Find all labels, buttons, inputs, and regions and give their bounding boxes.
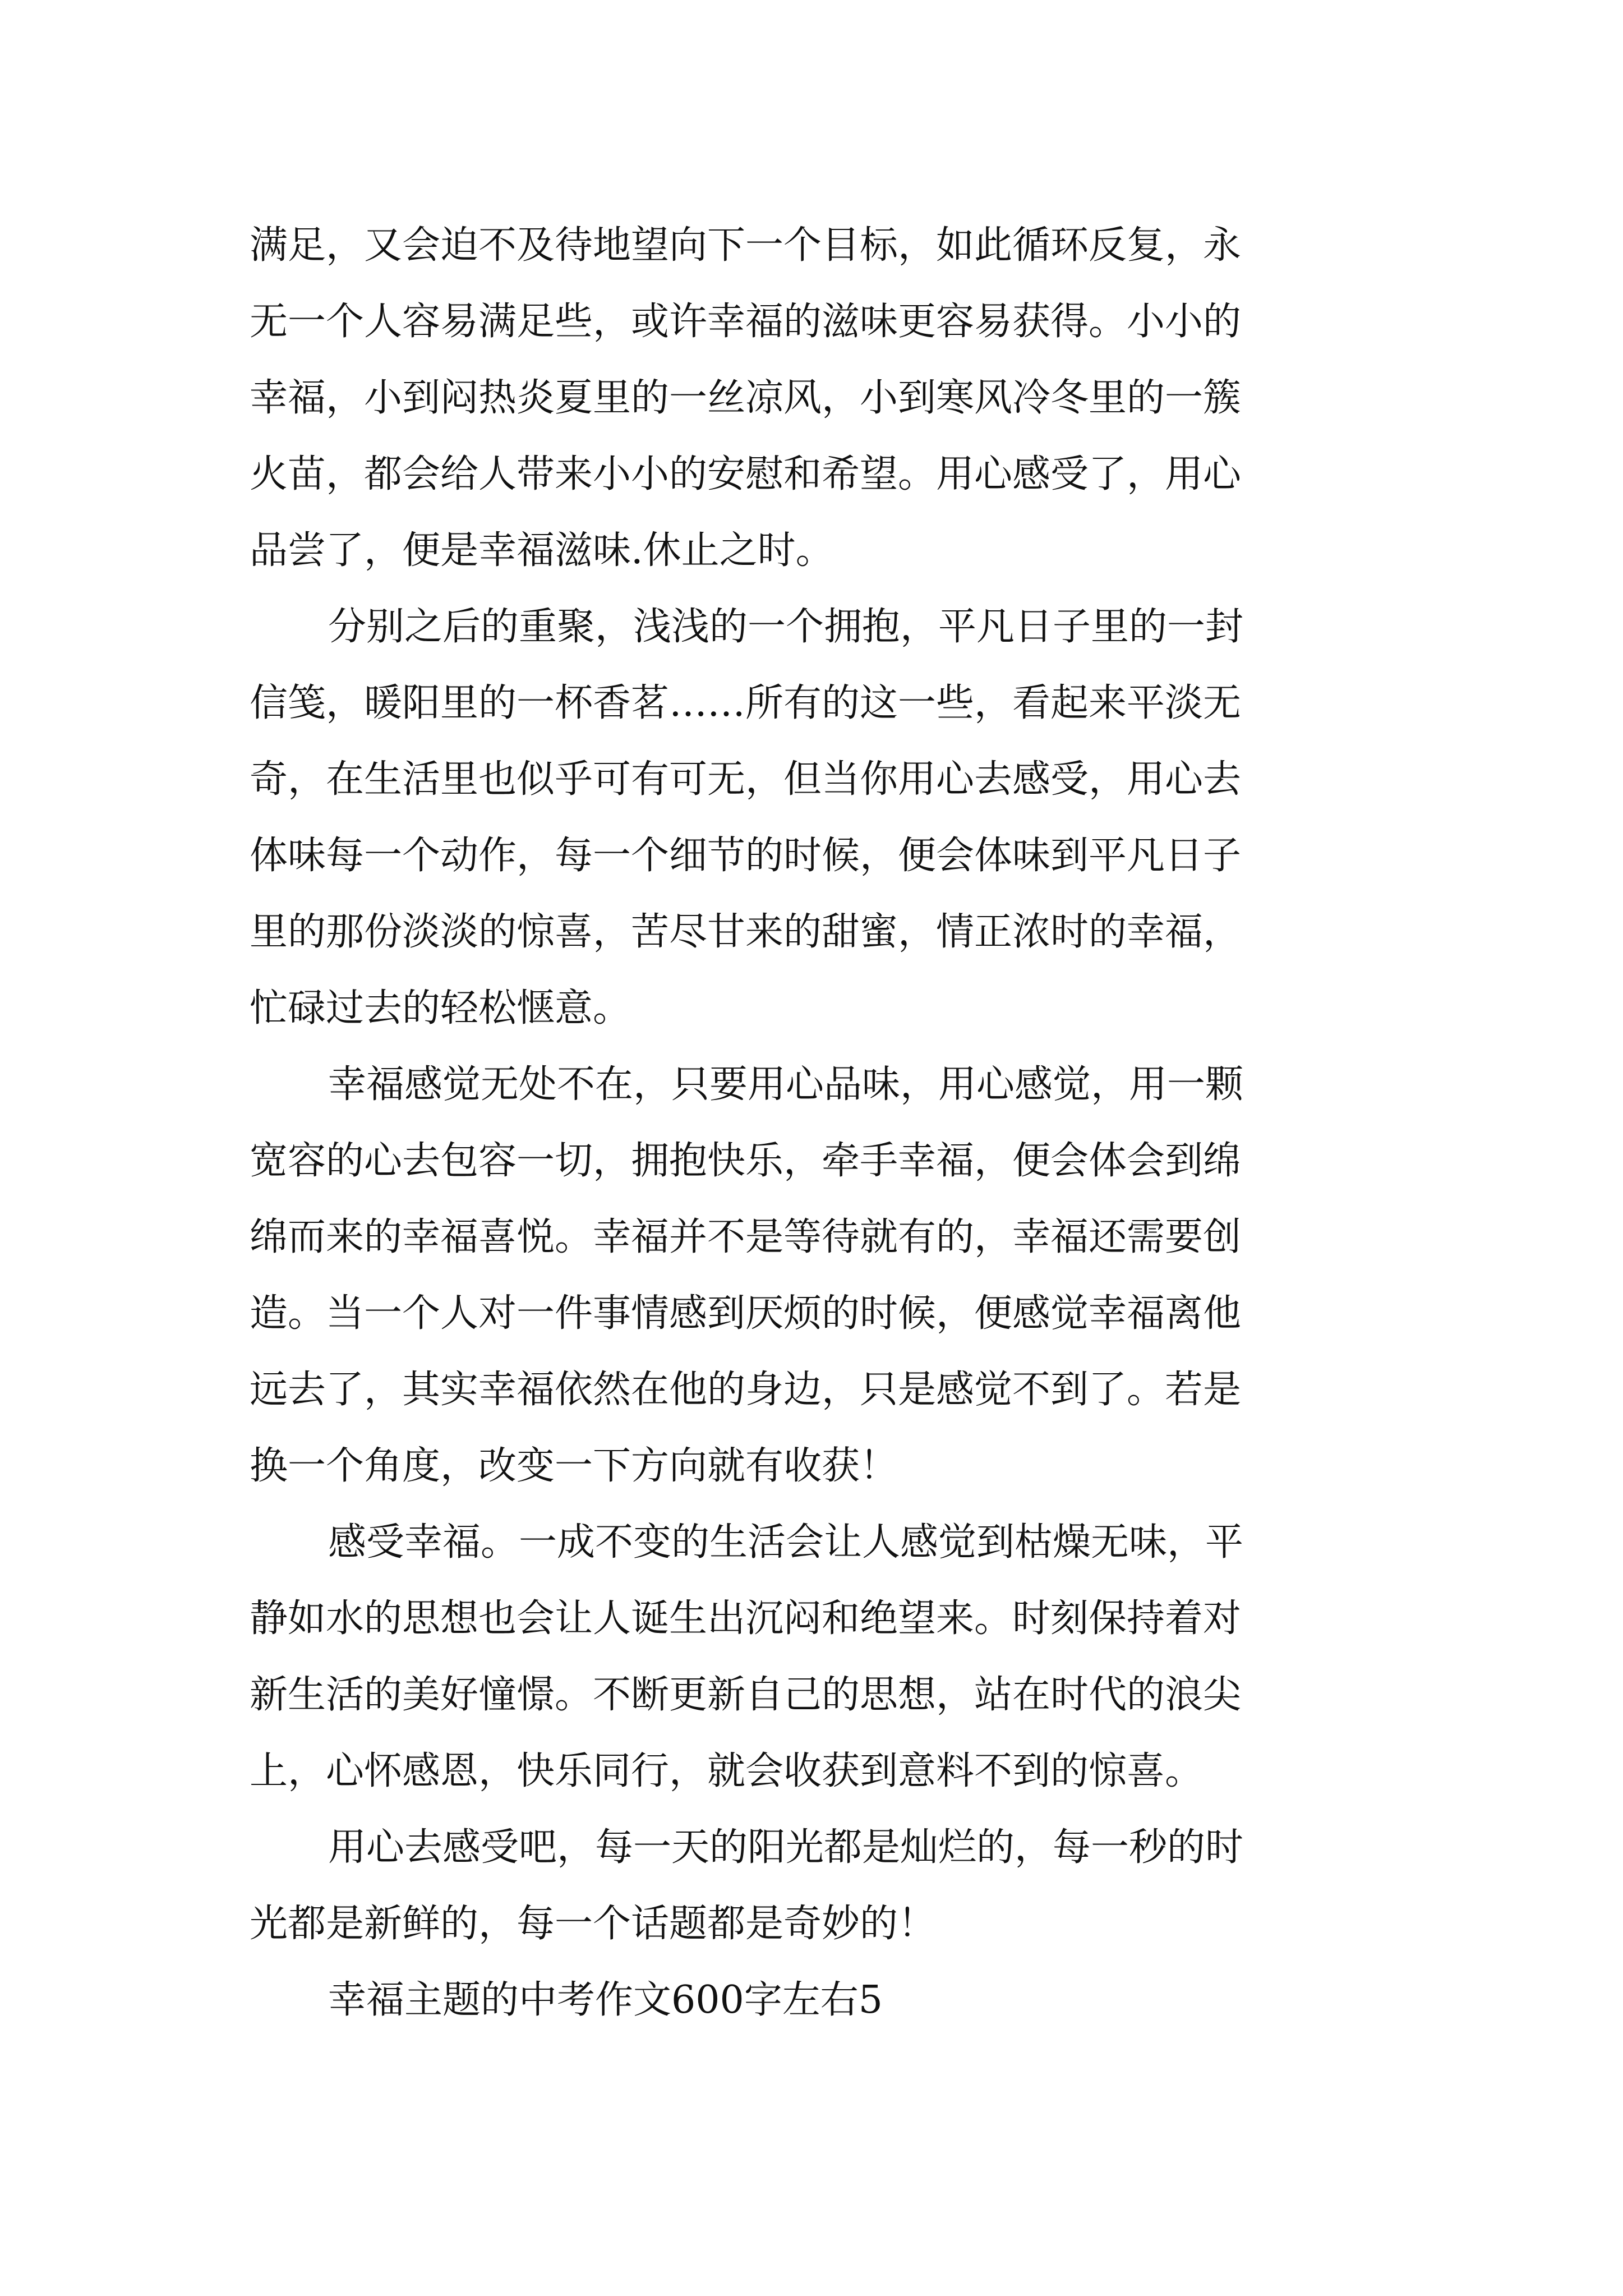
text-line: 品尝了，便是幸福滋味.休止之时。 [250,528,834,573]
text-line: 里的那份淡淡的惊喜，苦尽甘来的甜蜜，情正浓时的幸福， [250,910,1242,954]
text-line: 火苗，都会给人带来小小的安慰和希望。用心感受了，用心 [250,452,1242,496]
text-line: 用心去感受吧，每一天的阳光都是灿烂的，每一秒的时 [328,1825,1244,1870]
document-body [250,208,1388,2039]
text-line: 忙碌过去的轻松惬意。 [250,986,631,1030]
text-line: 静如水的思想也会让人诞生出沉闷和绝望来。时刻保持着对 [250,1596,1242,1641]
text-line: 感受幸福。一成不变的生活会让人感觉到枯燥无味，平 [328,1520,1244,1565]
text-line: 体味每一个动作，每一个细节的时候，便会体味到平凡日子 [250,834,1242,878]
text-line: 幸福感觉无处不在，只要用心品味，用心感觉，用一颗 [328,1062,1244,1107]
text-line: 分别之后的重聚，浅浅的一个拥抱，平凡日子里的一封 [328,605,1244,649]
paragraph [250,1810,1388,1962]
section-heading [250,1962,1388,2039]
text-line: 光都是新鲜的，每一个话题都是奇妙的！ [250,1902,937,1946]
paragraph [250,589,1388,1047]
text-line: 造。当一个人对一件事情感到厌烦的时候，便感觉幸福离他 [250,1291,1242,1336]
text-line: 满足，又会迫不及待地望向下一个目标，如此循环反复，永 [250,223,1242,268]
text-line: 奇，在生活里也似乎可有可无，但当你用心去感受，用心去 [250,757,1242,802]
text-line: 无一个人容易满足些，或许幸福的滋味更容易获得。小小的 [250,300,1242,344]
text-line: 上，心怀感恩，快乐同行，就会收获到意料不到的惊喜。 [250,1749,1204,1793]
text-line: 幸福主题的中考作文600字左右5 [328,1978,883,2022]
text-line: 绵而来的幸福喜悦。幸福并不是等待就有的，幸福还需要创 [250,1215,1242,1259]
text-line: 信笺，暖阳里的一杯香茗……所有的这一些，看起来平淡无 [250,681,1242,725]
text-line: 新生活的美好憧憬。不断更新自己的思想，站在时代的浪尖 [250,1673,1242,1717]
paragraph [250,208,1388,589]
text-line: 宽容的心去包容一切，拥抱快乐，牵手幸福，便会体会到绵 [250,1139,1242,1183]
text-line: 换一个角度，改变一下方向就有收获！ [250,1444,898,1488]
text-line: 远去了，其实幸福依然在他的身边，只是感觉不到了。若是 [250,1368,1242,1412]
paragraph [250,1504,1388,1810]
text-line: 幸福，小到闷热炎夏里的一丝凉风，小到寒风冷冬里的一簇 [250,376,1242,420]
paragraph [250,1047,1388,1504]
